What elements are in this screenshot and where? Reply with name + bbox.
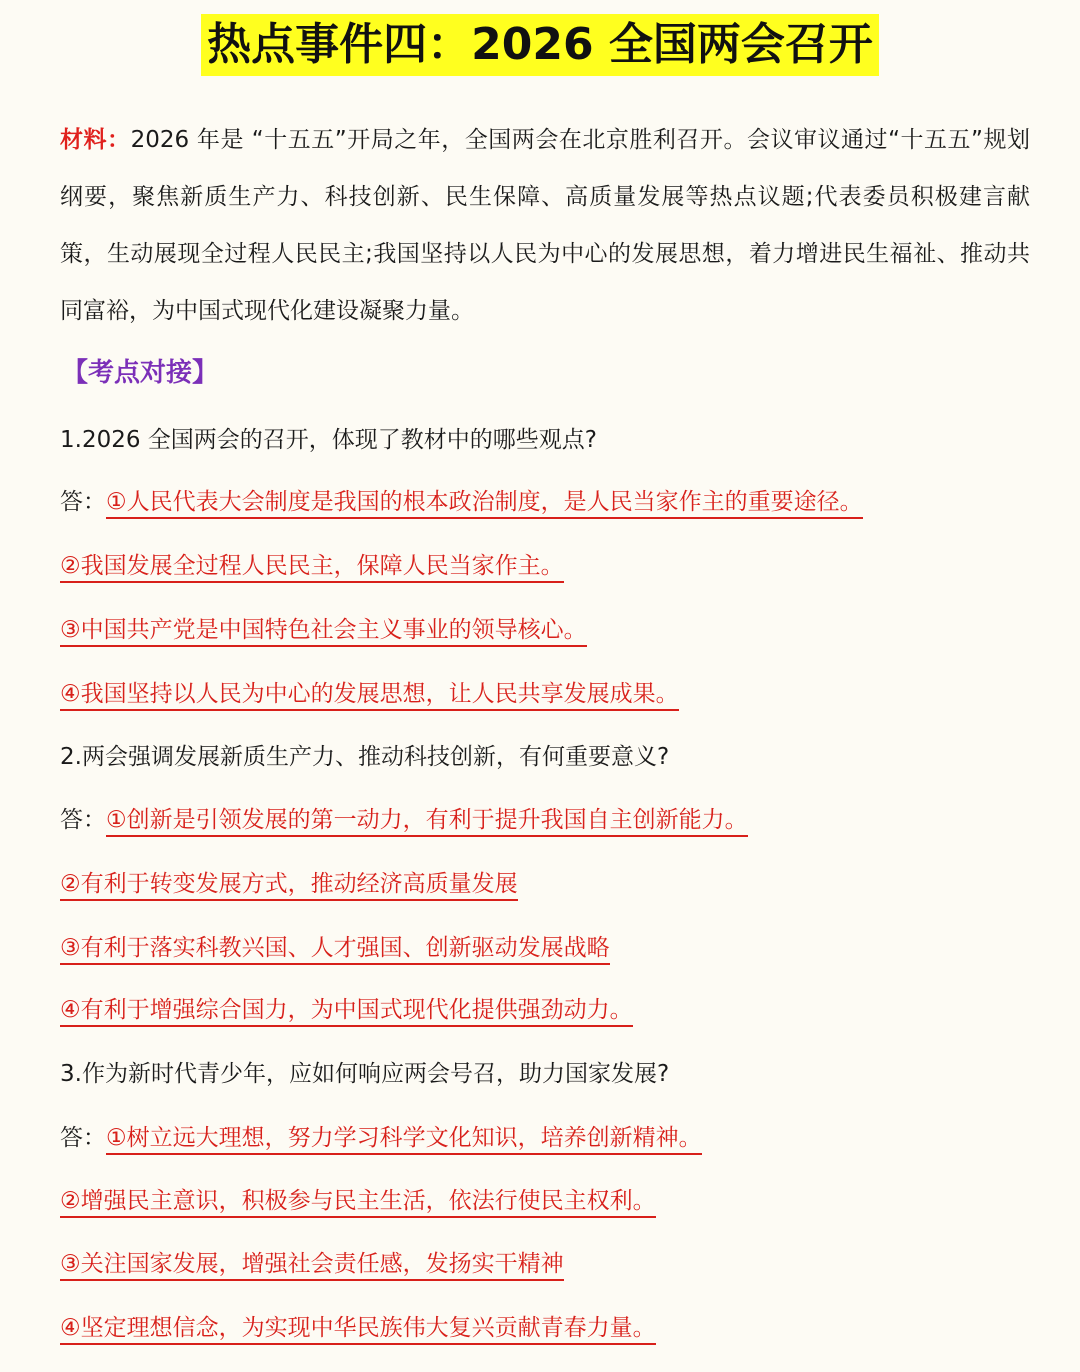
page-title: 热点事件四：2026 全国两会召开 xyxy=(201,14,879,76)
answer-text: ④坚定理想信念，为实现中华民族伟大复兴贡献青春力量。 xyxy=(60,1315,656,1345)
answer-2-2 xyxy=(60,864,518,904)
answer-1-1 xyxy=(60,482,863,522)
material-label: 材料： xyxy=(60,127,131,153)
answer-text: ③关注国家发展，增强社会责任感，发扬实干精神 xyxy=(60,1251,564,1281)
answer-2-3 xyxy=(60,928,610,968)
answer-text: ③中国共产党是中国特色社会主义事业的领导核心。 xyxy=(60,617,587,647)
material-text: 2026 年是 “十五五”开局之年，全国两会在北京胜利召开。会议审议通过“十五五”规划纲要，聚焦新质生产力、科技创新、民生保障、高质量发展等热点议题;代表委员积极建言献策，生动展现全过程人民民主;我国坚持以人民为中心的发展思想，着力增进民生福祉、推动共同富裕，为中国式现代化建设凝聚力量。 xyxy=(60,127,1031,324)
answer-text: ①树立远大理想，努力学习科学文化知识，培养创新精神。 xyxy=(106,1125,702,1155)
answer-text: ①创新是引领发展的第一动力，有利于提升我国自主创新能力。 xyxy=(106,807,748,837)
question-1: 1.2026 全国两会的召开，体现了教材中的哪些观点? xyxy=(60,427,597,453)
answer-text: ④我国坚持以人民为中心的发展思想，让人民共享发展成果。 xyxy=(60,681,679,711)
answer-text: ②增强民主意识，积极参与民主生活，依法行使民主权利。 xyxy=(60,1188,656,1218)
answer-text: ④有利于增强综合国力，为中国式现代化提供强劲动力。 xyxy=(60,997,633,1027)
answer-1-2 xyxy=(60,546,564,586)
answer-3-3 xyxy=(60,1244,564,1284)
answer-prefix: 答： xyxy=(60,1125,106,1151)
answer-2-4 xyxy=(60,990,633,1030)
title-container xyxy=(0,14,1080,76)
answer-3-1 xyxy=(60,1118,702,1158)
answer-3-4 xyxy=(60,1308,656,1348)
question-3: 3.作为新时代青少年，应如何响应两会号召，助力国家发展? xyxy=(60,1061,670,1087)
answer-text: ③有利于落实科教兴国、人才强国、创新驱动发展战略 xyxy=(60,935,610,965)
answer-2-1 xyxy=(60,800,748,840)
answer-prefix: 答： xyxy=(60,807,106,833)
answer-3-2 xyxy=(60,1181,656,1221)
answer-prefix: 答： xyxy=(60,489,106,515)
section-heading: 【考点对接】 xyxy=(62,358,219,388)
answer-text: ②我国发展全过程人民民主，保障人民当家作主。 xyxy=(60,553,564,583)
question-2: 2.两会强调发展新质生产力、推动科技创新，有何重要意义? xyxy=(60,744,670,770)
answer-1-3 xyxy=(60,610,587,650)
material-paragraph xyxy=(60,112,1030,340)
answer-text: ①人民代表大会制度是我国的根本政治制度，是人民当家作主的重要途径。 xyxy=(106,489,863,519)
answer-1-4 xyxy=(60,674,679,714)
answer-text: ②有利于转变发展方式，推动经济高质量发展 xyxy=(60,871,518,901)
